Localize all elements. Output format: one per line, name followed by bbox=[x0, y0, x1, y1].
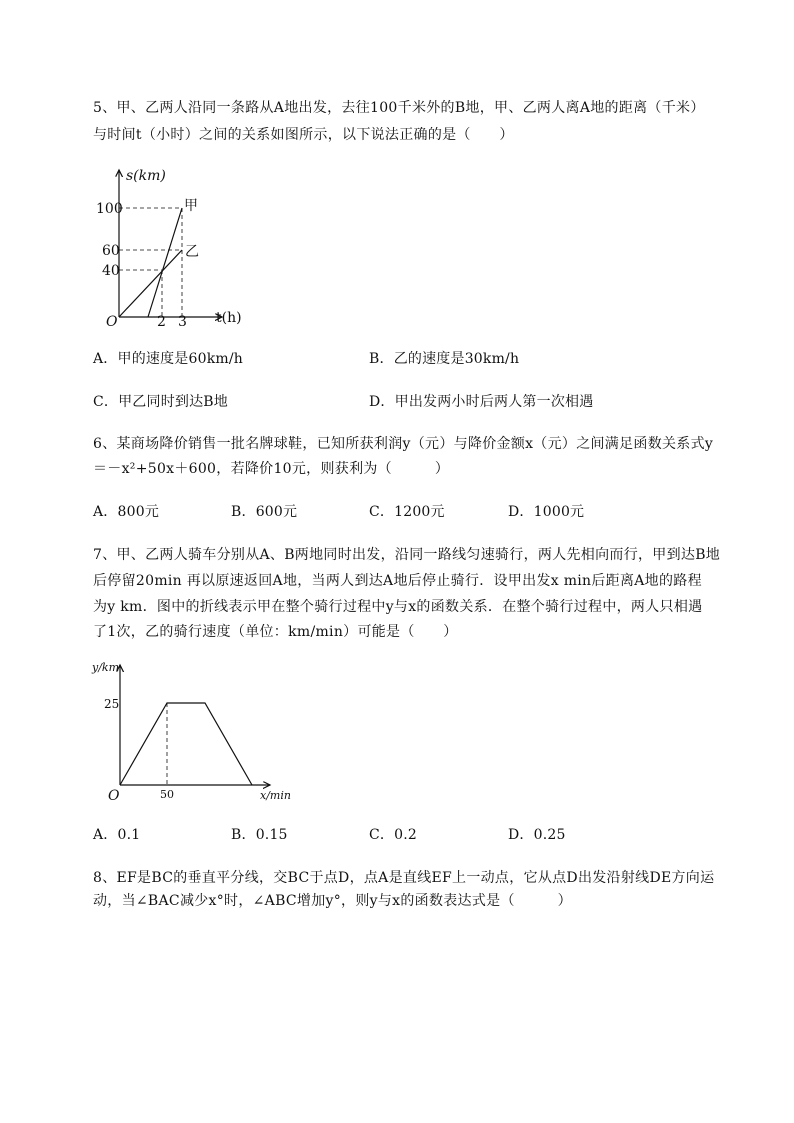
q5-series-yi-label: 乙 bbox=[185, 244, 199, 260]
q7-option-b[interactable]: B．0.15 bbox=[231, 827, 288, 843]
q5-x-axis-label: t(h) bbox=[216, 310, 242, 326]
q5-y-tick-60: 60 bbox=[102, 243, 120, 259]
q5-x-tick-2: 2 bbox=[157, 314, 166, 330]
q7-x-tick-50: 50 bbox=[160, 788, 174, 801]
q7-origin-label: O bbox=[108, 788, 120, 804]
q5-x-tick-3: 3 bbox=[178, 314, 187, 330]
q7-option-d[interactable]: D．0.25 bbox=[508, 827, 566, 843]
q5-stem-line-2: 与时间t（小时）之间的关系如图所示，以下说法正确的是（ ） bbox=[93, 127, 514, 143]
q7-option-a[interactable]: A．0.1 bbox=[93, 827, 141, 843]
q7-x-axis-label: x/min bbox=[260, 789, 291, 802]
q7-y-tick-25: 25 bbox=[104, 697, 120, 711]
q5-series-jia-label: 甲 bbox=[184, 198, 198, 214]
q6-stem-line-1: 6、某商场降价销售一批名牌球鞋，已知所获利润y（元）与降价金额x（元）之间满足函数关系式y bbox=[93, 436, 714, 452]
q5-stem-line-1: 5、甲、乙两人沿同一条路从A地出发，去往100千米外的B地，甲、乙两人离A地的距离（千米） bbox=[93, 100, 705, 116]
q7-stem-line-4: 了1次，乙的骑行速度（单位：km/min）可能是（ ） bbox=[93, 624, 458, 640]
q7-stem-line-3: 为y km．图中的折线表示甲在整个骑行过程中y与x的函数关系．在整个骑行过程中，两人只相遇 bbox=[93, 599, 703, 615]
q5-y-tick-100: 100 bbox=[96, 201, 123, 217]
q5-series-jia-line bbox=[148, 208, 182, 317]
q7-series-jia-line bbox=[120, 703, 252, 785]
q5-y-tick-40: 40 bbox=[102, 263, 120, 279]
q5-distance-time-graph bbox=[90, 162, 260, 332]
q6-stem-line-2: ＝－x²+50x＋600，若降价10元，则获利为（ ） bbox=[93, 461, 450, 477]
q6-option-a[interactable]: A．800元 bbox=[93, 504, 160, 520]
q7-option-c[interactable]: C．0.2 bbox=[369, 827, 417, 843]
q5-option-c[interactable]: C．甲乙同时到达B地 bbox=[93, 394, 228, 410]
q5-option-a[interactable]: A．甲的速度是60km/h bbox=[93, 351, 244, 367]
q7-stem-line-1: 7、甲、乙两人骑车分别从A、B两地同时出发，沿同一路线匀速骑行，两人先相向而行，甲到达B地 bbox=[93, 547, 721, 563]
q8-stem-line-2: 动，当∠BAC减少x°时，∠ABC增加y°，则y与x的函数表达式是（ ） bbox=[93, 893, 572, 909]
q5-series-yi-line bbox=[119, 250, 182, 317]
q5-y-axis-label: s(km) bbox=[126, 168, 166, 184]
q8-stem-line-1: 8、EF是BC的垂直平分线，交BC于点D，点A是直线EF上一动点，它从点D出发沿射线DE方向运 bbox=[93, 870, 715, 886]
q7-distance-time-graph bbox=[88, 657, 298, 807]
q6-option-c[interactable]: C．1200元 bbox=[369, 504, 445, 520]
q7-y-axis-label: y/km bbox=[92, 661, 120, 674]
q5-option-d[interactable]: D．甲出发两小时后两人第一次相遇 bbox=[369, 394, 594, 410]
q5-option-b[interactable]: B．乙的速度是30km/h bbox=[369, 351, 520, 367]
q6-option-d[interactable]: D．1000元 bbox=[508, 504, 585, 520]
q5-origin-label: O bbox=[106, 314, 118, 330]
q7-stem-line-2: 后停留20min 再以原速返回A地，当两人到达A地后停止骑行．设甲出发x min后距离A地的路程 bbox=[93, 573, 702, 589]
q6-option-b[interactable]: B．600元 bbox=[231, 504, 298, 520]
